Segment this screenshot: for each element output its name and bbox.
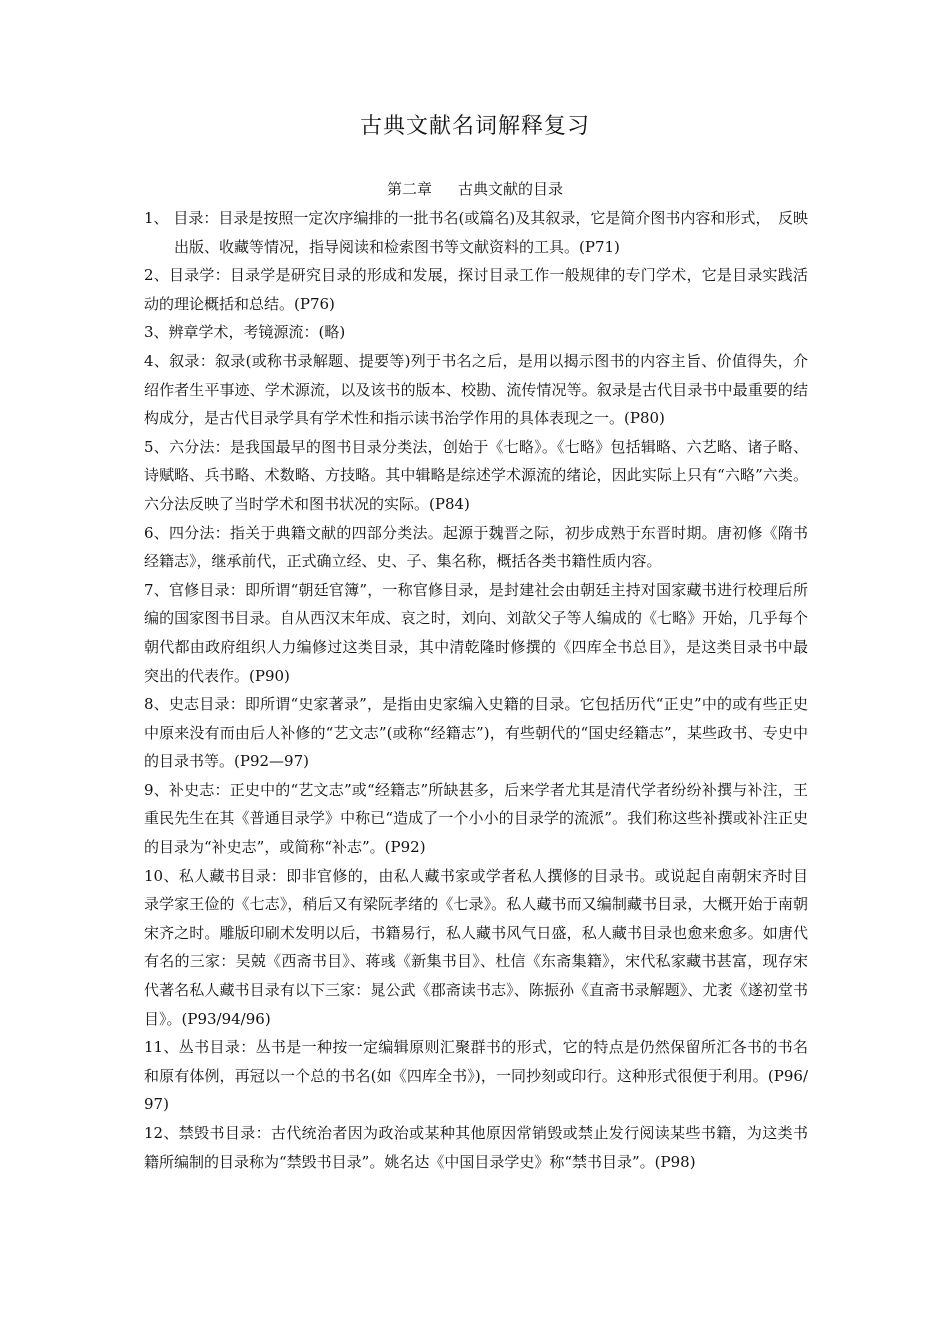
term-entry-4: 4、叙录：叙录(或称书录解题、提要等)列于书名之后，是用以揭示图书的内容主旨、价值得失，介绍作者生平事迹、学术源流，以及该书的版本、校勘、流传情况等。叙录是古代目录书中最重要的结构成分，是古代目录学具有学术性和指示读书治学作用的具体表现之一。(P80) <box>144 351 808 428</box>
term-entry-6: 6、四分法：指关于典籍文献的四部分类法。起源于魏晋之际，初步成熟于东晋时期。唐初修《隋书经籍志》，继承前代，正式确立经、史、子、集名称，概括各类书籍性质内容。 <box>144 523 808 571</box>
chapter-number: 第二章 <box>386 180 432 198</box>
term-entry-8: 8、史志目录：即所谓“史家著录”，是指由史家编入史籍的目录。它包括历代“正史”中的或有些正史中原来没有而由后人补修的“艺文志”(或称“经籍志”)，有些朝代的“国史经籍志”，某些政书、专史中的目录书等。(P92—97) <box>144 695 808 771</box>
term-list <box>144 204 808 1176</box>
term-entry-11: 11、丛书目录：丛书是一种按一定编辑原则汇聚群书的形式，它的特点是仍然保留所汇各书的书名和原有体例，再冠以一个总的书名(如《四库全书》)，一同抄刻或印行。这种形式很便于利用。(P96/97) <box>144 1038 808 1114</box>
chapter-heading <box>0 176 950 202</box>
term-entry-10: 10、私人藏书目录：即非官修的，由私人藏书家或学者私人撰修的目录书。或说起自南朝宋齐时目录学家王俭的《七志》，稍后又有梁阮孝绪的《七录》。私人藏书而又编制藏书目录，大概开始于南朝宋齐之时。雕版印刷术发明以后，书籍易行，私人藏书风气日盛，私人藏书目录也愈来愈多。如唐代有名的三家：吴兢《西斋书目》、蒋彧《新集书目》、杜信《东斋集籍》，宋代私家藏书甚富，现存宋代著名私人藏书目录有以下三家：晁公武《郡斋读书志》、陈振孙《直斋书录解题》、尤袤《遂初堂书目》。(P93/94/96) <box>144 866 808 1028</box>
chapter-name: 古典文献的目录 <box>458 180 564 198</box>
term-entry-1: 1、 目录：目录是按照一定次序编排的一批书名(或篇名)及其叙录，它是简介图书内容和形式， 反映出版、收藏等情况，指导阅读和检索图书等文献资料的工具。(P71) <box>144 209 808 256</box>
term-entry-3: 3、辨章学术，考镜源流：(略) <box>144 323 346 342</box>
term-entry-2: 2、目录学：目录学是研究目录的形成和发展，探讨目录工作一般规律的专门学术，它是目录实践活动的理论概括和总结。(P76) <box>144 266 808 313</box>
term-entry-9: 9、补史志：正史中的“艺文志”或“经籍志”所缺甚多，后来学者尤其是清代学者纷纷补撰与补注，王重民先生在其《普通目录学》中称已“造成了一个小小的目录学的流派”。我们称这些补撰或补注正史的目录为“补史志”，或简称“补志”。(P92) <box>144 780 808 857</box>
term-entry-7: 7、官修目录：即所谓“朝廷官簿”，一称官修目录，是封建社会由朝廷主持对国家藏书进行校理后所编的国家图书目录。自从西汉末年成、哀之时，刘向、刘歆父子等人编成的《七略》开始，几乎每个朝代都由政府组织人力编修过这类目录，其中清乾隆时修撰的《四库全书总目》，是这类目录书中最突出的代表作。(P90) <box>144 580 808 685</box>
document-title: 古典文献名词解释复习 <box>359 114 590 139</box>
term-entry-5: 5、六分法：是我国最早的图书目录分类法，创始于《七略》。《七略》包括辑略、六艺略、诸子略、诗赋略、兵书略、术数略、方技略。其中辑略是综述学术源流的绪论，因此实际上只有“六略”六类。六分法反映了当时学术和图书状况的实际。(P84) <box>144 437 808 513</box>
term-entry-12: 12、禁毁书目录：古代统治者因为政治或某种其他原因常销毁或禁止发行阅读某些书籍，为这类书籍所编制的目录称为“禁毁书目录”。姚名达《中国目录学史》称“禁书目录”。(P98) <box>144 1124 808 1171</box>
